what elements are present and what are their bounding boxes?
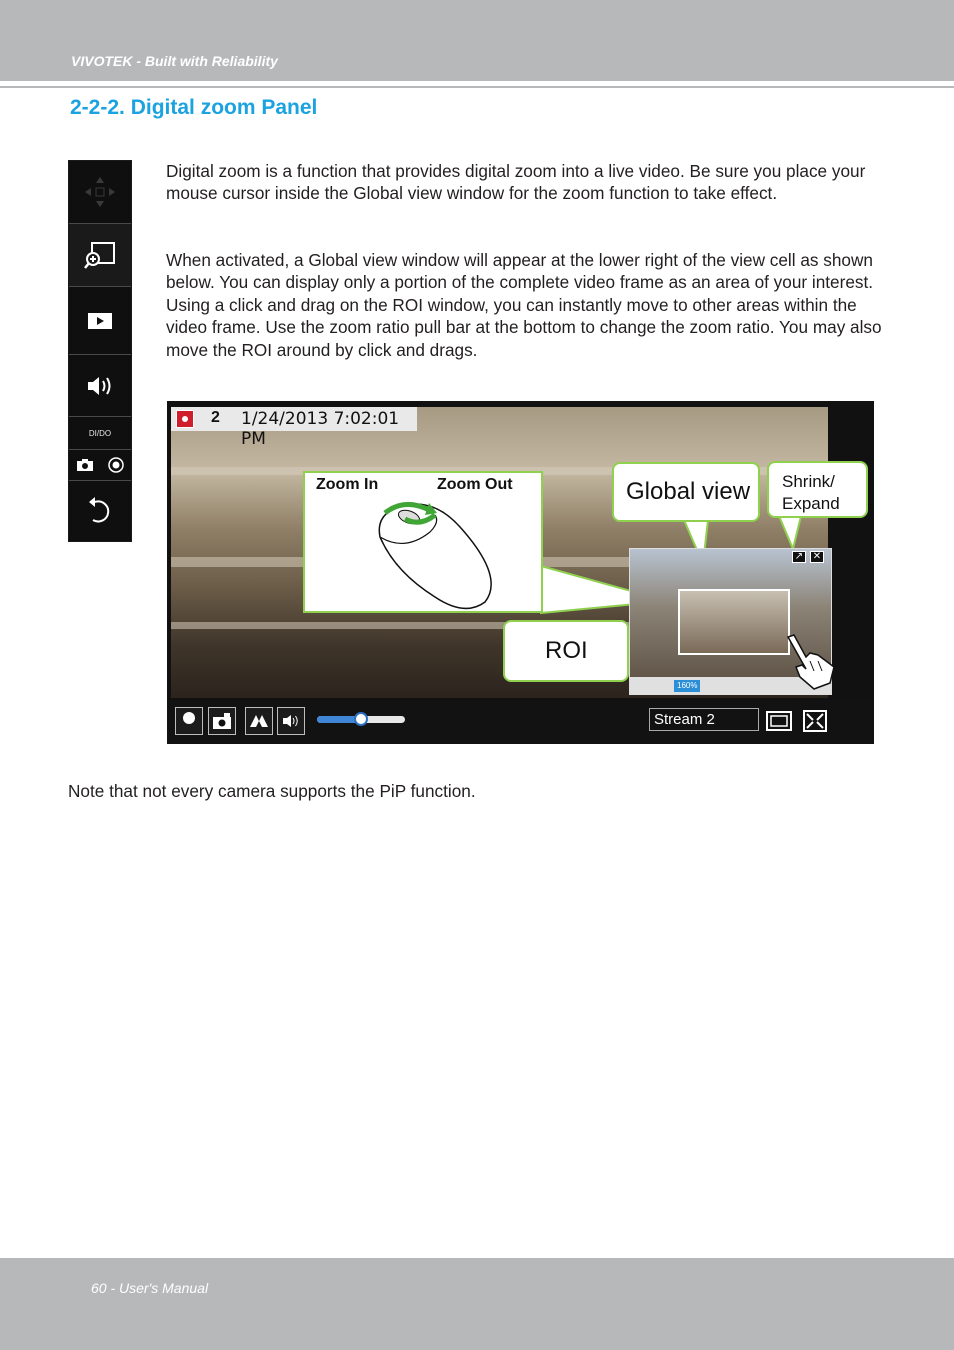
section-title: 2-2-2. Digital zoom Panel <box>70 96 318 119</box>
camera-settings-icon <box>213 713 231 729</box>
digital-zoom-icon <box>83 240 117 270</box>
location-button[interactable] <box>175 707 203 735</box>
ptz-toggle-icon <box>250 715 268 727</box>
volume-icon <box>86 375 114 397</box>
footer-bar <box>0 1258 954 1350</box>
shrink-expand-callout <box>767 461 868 518</box>
volume-toggle-button[interactable] <box>277 707 305 735</box>
snapshot-record-row <box>69 450 131 481</box>
hand-cursor-icon <box>780 631 840 691</box>
expand-icon[interactable]: ↗ <box>792 551 806 563</box>
play-button <box>69 287 131 355</box>
roi-label: ROI <box>545 637 588 664</box>
record-icon <box>108 457 124 473</box>
ptz-button <box>69 161 131 224</box>
fullscreen-icon <box>803 710 827 732</box>
control-panel-illustration <box>68 160 132 542</box>
global-view-callout <box>612 462 760 522</box>
volume-slider[interactable] <box>317 716 405 723</box>
stream-selector[interactable]: Stream 2 <box>649 708 759 731</box>
zoom-callout <box>303 471 543 613</box>
location-pin-icon <box>182 712 196 730</box>
digital-zoom-button <box>69 224 131 287</box>
video-timestamp: 1/24/2013 7:02:01 PM <box>241 409 400 449</box>
zoom-percent-badge: 160% <box>674 680 700 692</box>
header-bar <box>0 0 954 81</box>
ptz-toggle-button[interactable] <box>245 707 273 735</box>
shrink-callout-pointer <box>779 516 801 549</box>
mouse-wheel-icon <box>365 497 515 612</box>
zoom-out-label: Zoom Out <box>437 476 513 493</box>
roi-window[interactable] <box>678 589 790 655</box>
header-divider <box>0 86 954 88</box>
video-toolbar <box>167 700 874 744</box>
ptz-icon <box>83 175 117 209</box>
speaker-icon <box>282 714 300 728</box>
fit-window-icon <box>766 711 792 731</box>
volume-slider-knob[interactable] <box>354 712 368 726</box>
header-title: VIVOTEK - Built with Reliability <box>71 53 278 69</box>
global-view-label: Global view <box>626 478 751 505</box>
paragraph-global-view: When activated, a Global view window will appear at the lower right of the view cell as shown below. You can display only a portion of the complete video frame as an area of your interest. Using a click and drag on the ROI window, you can instantly move to other areas within the video frame. Use the zoom ratio pull bar at the bottom to change the zoom ratio. You may also move the ROI around by click and drags. <box>166 250 882 360</box>
global-view-window[interactable] <box>629 548 832 695</box>
camera-number: 2 <box>211 409 220 426</box>
dido-button <box>69 417 131 450</box>
liveview-screenshot <box>167 401 874 744</box>
pip-support-note: Note that not every camera supports the PiP function. <box>68 781 476 801</box>
zoom-in-label: Zoom In <box>316 476 379 493</box>
back-button <box>69 481 131 541</box>
snapshot-icon <box>77 459 93 471</box>
fit-window-button[interactable] <box>765 707 793 735</box>
shrink-expand-label: Shrink/ Expand <box>782 472 840 513</box>
roi-callout <box>503 620 629 682</box>
back-icon <box>87 496 113 526</box>
close-icon[interactable]: ✕ <box>810 551 824 563</box>
volume-button <box>69 355 131 417</box>
play-icon <box>88 313 112 329</box>
page-number: 60 - User's Manual <box>91 1280 209 1296</box>
fullscreen-button[interactable] <box>801 707 829 735</box>
snapshot-button[interactable] <box>208 707 236 735</box>
paragraph-intro: Digital zoom is a function that provides digital zoom into a live video. Be sure you place your mouse cursor inside the Global view window for the zoom function to take effect. <box>166 161 866 204</box>
dido-label: DI/DO <box>88 429 112 438</box>
